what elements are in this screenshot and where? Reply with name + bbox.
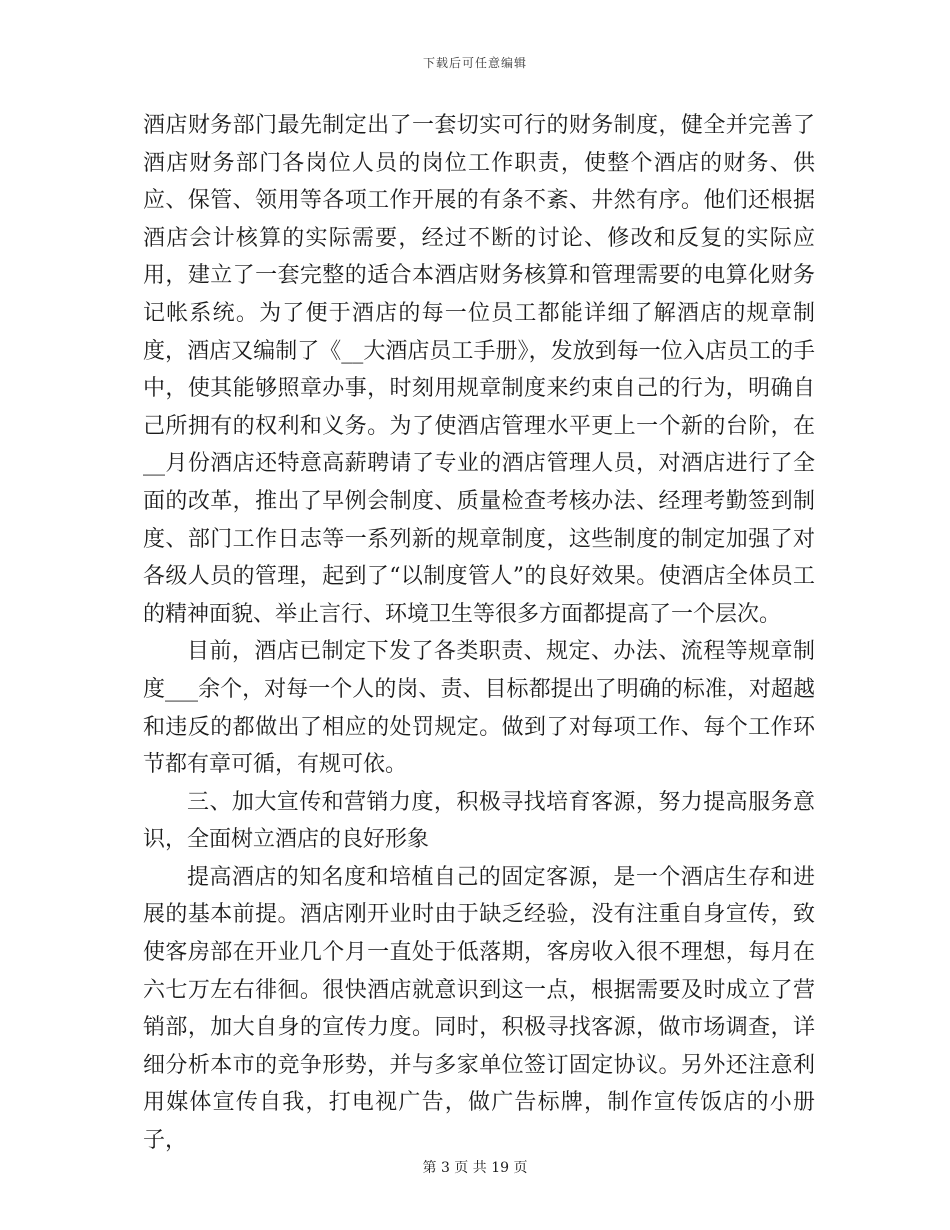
- section-heading-marketing: 三、加大宣传和营销力度，积极寻找培育客源，努力提高服务意识，全面树立酒店的良好形象: [143, 789, 815, 853]
- paragraph-finance-system: 酒店财务部门最先制定出了一套切实可行的财务制度，健全并完善了酒店财务部门各岗位人员的岗位工作职责，使整个酒店的财务、供应、保管、领用等各项工作开展的有条不紊、井然有序。他们还根据酒店会计核算的实际需要，经过不断的讨论、修改和反复的实际应用，建立了一套完整的适合本酒店财务核算和管理需要的电算化财务记帐系统。为了便于酒店的每一位员工都能详细了解酒店的规章制度，酒店又编制了《__大酒店员工手册》，发放到每一位入店员工的手中，使其能够照章办事，时刻用规章制度来约束自己的行为，明确自己所拥有的权利和义务。为了使酒店管理水平更上一个新的台阶，在__月份酒店还特意高薪聘请了专业的酒店管理人员，对酒店进行了全面的改革，推出了早例会制度、质量检查考核办法、经理考勤签到制度、部门工作日志等一系列新的规章制度，这些制度的制定加强了对各级人员的管理，起到了“以制度管人”的良好效果。使酒店全体员工的精神面貌、举止言行、环境卫生等很多方面都提高了一个层次。: [143, 113, 815, 627]
- paragraph-marketing: 提高酒店的知名度和培植自己的固定客源，是一个酒店生存和进展的基本前提。酒店刚开业时由于缺乏经验，没有注重自身宣传，致使客房部在开业几个月一直处于低落期，客房收入很不理想，每月在六七万左右徘徊。很快酒店就意识到这一点，根据需要及时成立了营销部，加大自身的宣传力度。同时，积极寻找客源，做市场调查，详细分析本市的竞争形势，并与多家单位签订固定协议。另外还注意利用媒体宣传自我，打电视广告，做广告标牌，制作宣传饭店的小册子，: [143, 864, 815, 1154]
- paragraph-regulations-count: 目前，酒店已制定下发了各类职责、规定、办法、流程等规章制度___余个，对每一个人的岗、责、目标都提出了明确的标准，对超越和违反的都做出了相应的处罚规定。做到了对每项工作、每个工作环节都有章可循，有规可依。: [143, 639, 815, 778]
- page-number: 第 3 页 共 19 页: [422, 1160, 528, 1176]
- document-body: [143, 107, 815, 1160]
- page-header: 下载后可任意编辑: [422, 56, 527, 70]
